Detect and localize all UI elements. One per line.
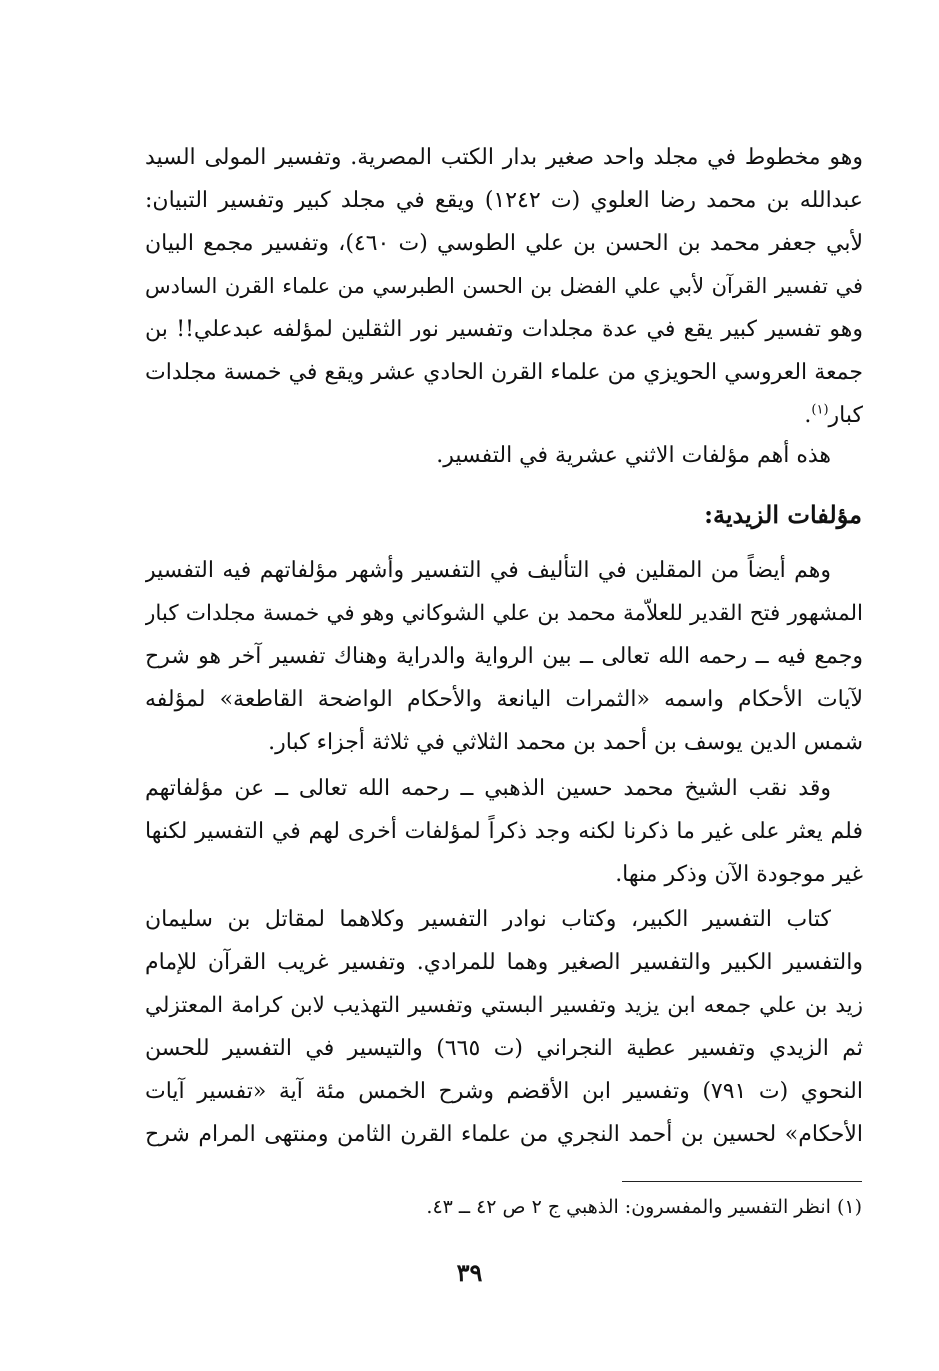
footnote: (١) انظر التفسير والمفسرون: الذهبي ج ٢ ص ٤٢ ــ ٤٣. [426, 1196, 862, 1218]
page-number: ٣٩ [456, 1258, 483, 1287]
text-line: في تفسير القرآن لأبي علي الفضل بن الحسن الطبرسي من علماء القرن السادس [145, 274, 863, 298]
text-line: لآيات الأحكام واسمه «الثمرات اليانعة والأحكام الواضحة القاطعة» لمؤلفه [145, 687, 863, 712]
text-line: غير موجودة الآن وذكر منها. [615, 862, 863, 887]
footnote-divider [622, 1181, 862, 1182]
paragraph-5 [145, 898, 863, 1156]
text-line: وهم أيضاً من المقلين في التأليف في التفسير وأشهر مؤلفاتهم فيه التفسير [145, 558, 831, 583]
paragraph-3 [145, 549, 863, 764]
text-line: ثم الزيدي وتفسير عطية النجراني (ت ٦٦٥) والتيسير في التفسير للحسن [145, 1036, 863, 1061]
text-line: وهو تفسير كبير يقع في عدة مجلدات وتفسير نور الثقلين لمؤلفه عبدعلي!! بن [145, 317, 863, 342]
text-line: هذه أهم مؤلفات الاثني عشرية في التفسير. [436, 443, 831, 468]
text-line: والتفسير الكبير والتفسير الصغير وهما للمرادي. وتفسير غريب القرآن للإمام [145, 950, 863, 975]
text-line: وجمع فيه ــ رحمه الله تعالى ــ بين الرواية والدراية وهناك تفسير آخر هو شرح [145, 644, 863, 669]
text-line: شمس الدين يوسف بن أحمد بن محمد الثلاثي في ثلاثة أجزاء كبار. [268, 730, 863, 755]
text-fragment: كبار [828, 403, 863, 428]
text-line: لأبي جعفر محمد بن الحسن بن علي الطوسي (ت ٤٦٠)، وتفسير مجمع البيان [145, 231, 863, 256]
text-line: جمعة العروسي الحويزي من علماء القرن الحادي عشر ويقع في خمسة مجلدات [145, 360, 863, 385]
text-fragment: . [804, 403, 812, 428]
text-line: الأحكام» لحسين بن أحمد النجري من علماء القرن الثامن ومنتهى المرام شرح [145, 1122, 863, 1147]
paragraph-4 [145, 767, 863, 896]
text-line: المشهور فتح القدير للعلاّمة محمد بن علي الشوكاني وهو في خمسة مجلدات كبار [145, 601, 863, 626]
text-line: النحوي (ت ٧٩١) وتفسير ابن الأقضم وشرح الخمس مئة آية «تفسير آيات [145, 1079, 863, 1104]
text-line: وقد نقب الشيخ محمد حسين الذهبي ــ رحمه الله تعالى ــ عن مؤلفاتهم [145, 776, 831, 801]
text-line-last [145, 394, 863, 437]
text-line: فلم يعثر على غير ما ذكرنا لكنه وجد ذكراً لمؤلفات أخرى لهم في التفسير لكنها [145, 819, 863, 844]
footnote-marker: (١) [811, 402, 829, 418]
text-line: عبدالله بن محمد رضا العلوي (ت ١٢٤٢) ويقع في مجلد كبير وتفسير التبيان: [145, 188, 863, 213]
text-line: كتاب التفسير الكبير، وكتاب نوادر التفسير وكلاهما لمقاتل بن سليمان [145, 907, 831, 932]
text-line: زيد بن علي جمعه ابن يزيد وتفسير البستي وتفسير التهذيب لابن كرامة المعتزلي [145, 993, 863, 1018]
paragraph-2 [145, 434, 863, 477]
paragraph-1 [145, 136, 863, 437]
section-heading: مؤلفات الزيدية: [704, 500, 862, 529]
text-line: وهو مخطوط في مجلد واحد صغير بدار الكتب المصرية. وتفسير المولى السيد [145, 145, 863, 170]
